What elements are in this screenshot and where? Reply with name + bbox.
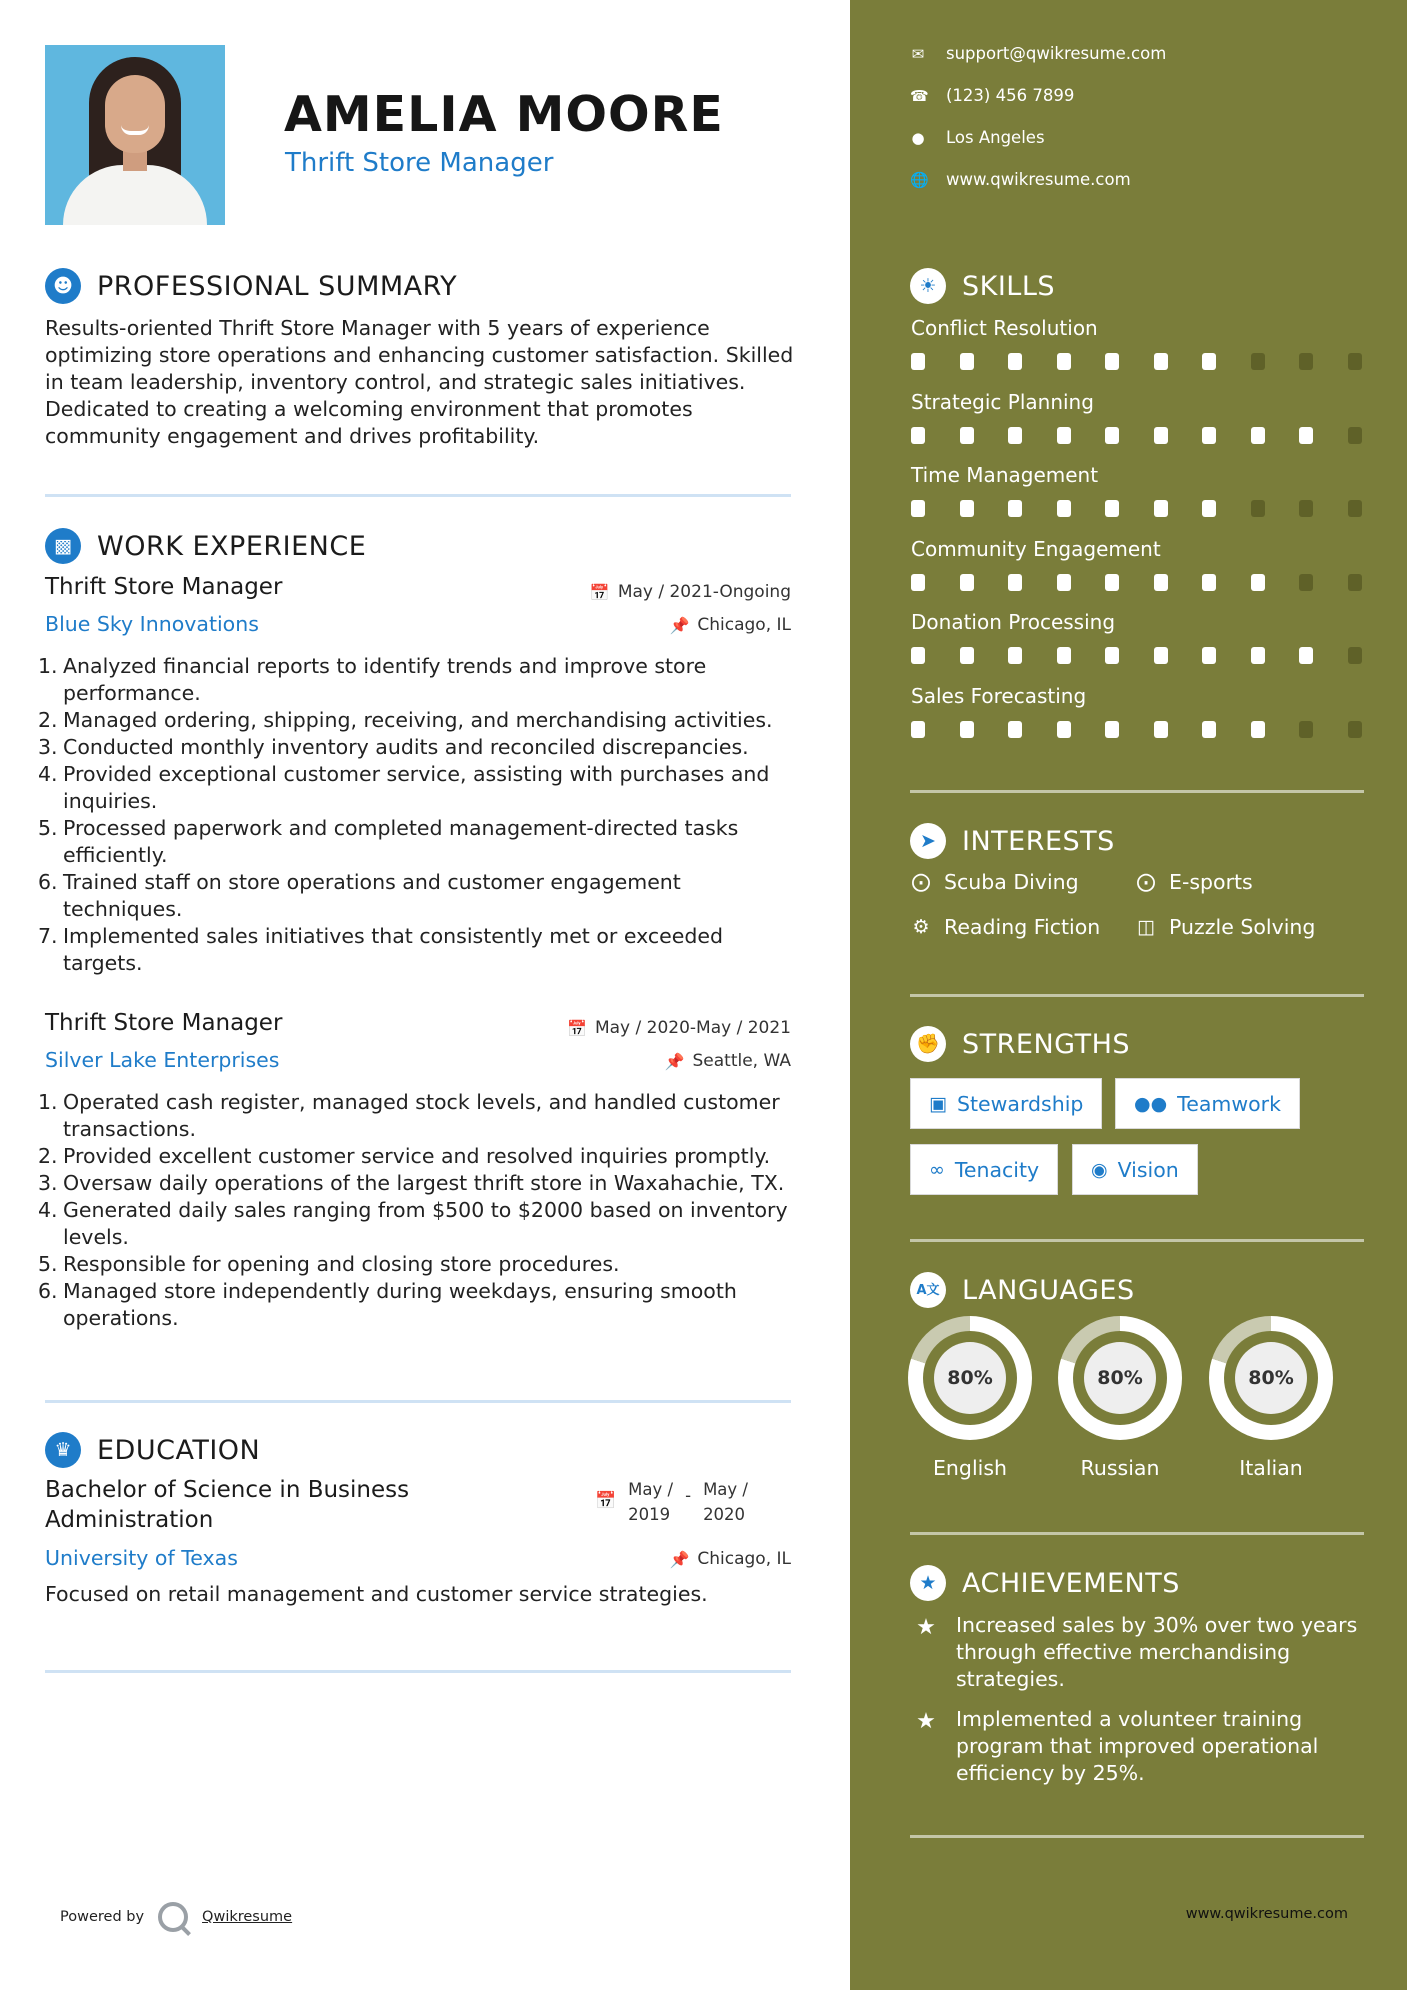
rating-dot-filled [960,721,974,738]
gamepad-icon: ⚙ [912,916,930,938]
rating-dot-filled [1008,721,1022,738]
rating-dot-filled [1057,721,1071,738]
education-location [669,1549,791,1569]
list-item: 3. Oversaw daily operations of the largest thrift store in Waxahachie, TX. [38,1171,785,1195]
languages-title: LANGUAGES [962,1274,1135,1306]
rating-dot-filled [1057,353,1071,370]
job-location [669,615,791,635]
link-icon: ∞ [929,1158,945,1181]
section-divider [45,494,791,497]
strength-label: Vision [1117,1157,1179,1182]
section-divider [910,1835,1364,1838]
skill-rating [911,574,1362,591]
rating-dot-filled [1251,647,1265,664]
rating-dot-empty [1348,574,1362,591]
strength-chip [1115,1078,1300,1129]
job-duties [38,653,798,977]
users-icon: ●● [1134,1092,1168,1115]
rating-dot-empty [1348,353,1362,370]
rating-dot-filled [911,721,925,738]
rating-dot-filled [1008,427,1022,444]
skill-name: Donation Processing [911,610,1116,634]
education-dates [595,1477,748,1527]
rating-dot-filled [1154,721,1168,738]
list-item: 1. Analyzed financial reports to identify trends and improve store performance. [38,654,707,705]
skill-name: Time Management [911,463,1099,487]
strength-chip [910,1078,1102,1129]
strengths-title: STRENGTHS [962,1028,1131,1060]
list-item: 2. Managed ordering, shipping, receiving, and merchandising activities. [38,708,773,732]
degree-title: Bachelor of Science in Business Administration [45,1477,410,1533]
rating-dot-filled [1105,500,1119,517]
pin-icon: 📌 [669,1549,690,1569]
rating-dot-empty [1251,500,1265,517]
strength-label: Teamwork [1177,1091,1281,1116]
rating-dot-filled [960,427,974,444]
education-end-year: 2020 [703,1505,746,1524]
user-circle-icon: ☻ [45,268,81,304]
interests-heading [910,823,1115,859]
language-ring [1058,1316,1182,1440]
education-start-month: May / [628,1480,674,1499]
contact-phone-text: (123) 456 7899 [946,86,1075,105]
rating-dot-filled [1105,647,1119,664]
rating-dot-filled [911,574,925,591]
briefcase-chair-icon: ▩ [45,528,81,564]
envelope-icon: ✉ [911,44,925,63]
phone-icon: ☎ [910,86,929,105]
contact-website[interactable] [910,170,1131,189]
interest-item [1135,870,1253,894]
section-divider [910,790,1364,793]
pin-icon: 📌 [664,1051,685,1071]
rating-dot-filled [1105,574,1119,591]
interest-label: Puzzle Solving [1169,915,1316,939]
list-item: 4. Generated daily sales ranging from $500 to $2000 based on inventory levels. [38,1198,788,1249]
interest-label: Scuba Diving [944,870,1079,894]
rating-dot-filled [911,353,925,370]
contact-phone[interactable] [910,86,1074,105]
language-name: English [932,1456,1008,1480]
rating-dot-filled [1154,647,1168,664]
rating-dot-filled [1251,721,1265,738]
rating-dot-filled [911,647,925,664]
rating-dot-empty [1251,353,1265,370]
job-dates-text: May / 2021-Ongoing [617,582,791,602]
summary-heading [45,268,457,304]
job-company: Silver Lake Enterprises [45,1048,280,1072]
language-icon: A文 [910,1272,946,1308]
achievement-text: Implemented a volunteer training program that improved operational efficiency by 25%. [956,1707,1319,1785]
sidebar [850,0,1407,1990]
rating-dot-filled [911,427,925,444]
rating-dot-filled [960,500,974,517]
rating-dot-filled [1105,721,1119,738]
powered-by [60,1902,292,1932]
rating-dot-filled [1008,500,1022,517]
language-item [1058,1316,1182,1480]
calendar-icon: 📅 [589,582,610,602]
contact-location-text: Los Angeles [946,128,1045,147]
rating-dot-filled [1251,574,1265,591]
rating-dot-filled [1202,647,1216,664]
job-title: Thrift Store Manager [45,574,283,600]
rating-dot-filled [960,574,974,591]
graduate-icon: ♛ [45,1432,81,1468]
list-item: 7. Implemented sales initiatives that consistently met or exceeded targets. [38,924,724,975]
rating-dot-filled [1202,427,1216,444]
shooting-star-icon: ★ [916,1615,936,1640]
language-ring [1209,1316,1333,1440]
contact-location [910,128,1045,147]
skill-rating [911,353,1362,370]
rating-dot-filled [1202,574,1216,591]
job-dates [590,582,791,602]
rating-dot-filled [1008,647,1022,664]
experience-heading [45,528,366,564]
contact-email-text: support@qwikresume.com [946,44,1167,63]
paper-plane-icon: ➤ [910,823,946,859]
skill-name: Strategic Planning [911,389,1094,414]
strength-chip [1072,1144,1198,1195]
section-divider [45,1400,791,1403]
calendar-icon: 📅 [595,1491,617,1511]
skill-rating [911,427,1362,444]
rating-dot-filled [911,500,925,517]
languages-heading [910,1272,1135,1308]
education-start-year: 2019 [628,1505,671,1524]
list-item: 5. Processed paperwork and completed management-directed tasks efficiently. [38,816,739,867]
candidate-role: Thrift Store Manager [285,148,554,178]
contact-website-text: www.qwikresume.com [946,170,1131,189]
binoculars-icon: ◉ [1091,1158,1108,1181]
summary-title: PROFESSIONAL SUMMARY [97,270,458,302]
globe-icon: 🌐 [910,170,929,189]
job-location-text: Chicago, IL [697,615,791,635]
list-item: 1. Operated cash register, managed stock levels, and handled customer transactions. [38,1090,780,1141]
rating-dot-filled [1105,353,1119,370]
job-duties [38,1089,798,1332]
job-location-text: Seattle, WA [692,1051,791,1071]
candidate-name: AMELIA MOORE [284,86,724,143]
interests-title: INTERESTS [962,825,1115,857]
language-name: Italian [1239,1456,1303,1480]
list-item: 3. Conducted monthly inventory audits and reconciled discrepancies. [38,735,749,759]
job-location [665,1051,791,1071]
shooting-star-icon: ★ [916,1709,936,1734]
rating-dot-filled [960,353,974,370]
job-dates-text: May / 2020-May / 2021 [594,1018,791,1038]
job-title: Thrift Store Manager [45,1010,283,1036]
interest-item [910,870,1079,894]
map-pin-icon: ● [911,128,925,147]
section-divider [910,1239,1364,1242]
strengths-heading [910,1026,1130,1062]
language-percent: 80% [934,1342,1006,1414]
skills-heading [910,268,1055,304]
rating-dot-filled [1251,427,1265,444]
footer-website[interactable]: www.qwikresume.com [1185,1906,1348,1922]
strength-label: Stewardship [956,1091,1084,1116]
life-ring-icon: ⨀ [911,871,931,893]
job-company: Blue Sky Innovations [45,612,259,636]
rating-dot-empty [1348,427,1362,444]
calendar-icon: 📅 [567,1018,587,1038]
education-title: EDUCATION [97,1434,261,1466]
skill-rating [911,647,1362,664]
star-badge-icon: ★ [910,1565,946,1601]
contact-email[interactable] [910,44,1166,63]
list-item: 6. Managed store independently during weekdays, ensuring smooth operations. [38,1279,737,1330]
job-dates [567,1018,791,1038]
list-item: 6. Trained staff on store operations and customer engagement techniques. [38,870,681,921]
strength-chip [910,1144,1058,1195]
achievement-text: Increased sales by 30% over two years through effective merchandising strategies. [956,1613,1358,1691]
language-item [908,1316,1032,1480]
rating-dot-empty [1299,574,1313,591]
interest-label: Reading Fiction [944,915,1101,939]
achievements-heading [910,1565,1180,1601]
list-item: 5. Responsible for opening and closing store procedures. [38,1252,620,1276]
achievement-item [910,1612,1370,1693]
rating-dot-empty [1299,721,1313,738]
rating-dot-empty [1348,647,1362,664]
language-percent: 80% [1235,1342,1307,1414]
rating-dot-filled [1008,353,1022,370]
skills-title: SKILLS [962,270,1056,302]
rating-dot-empty [1348,500,1362,517]
rating-dot-filled [960,647,974,664]
profile-photo [45,45,225,225]
lightbulb-icon: ☀ [910,268,946,304]
rating-dot-filled [1057,427,1071,444]
language-item [1209,1316,1333,1480]
skill-rating [911,721,1362,738]
rating-dot-filled [1154,574,1168,591]
experience-title: WORK EXPERIENCE [97,530,367,562]
powered-by-link[interactable]: Qwikresume [202,1909,293,1925]
rating-dot-filled [1154,500,1168,517]
life-ring-icon: ⨀ [1136,871,1156,893]
book-icon: ◫ [1137,916,1155,938]
skill-name: Sales Forecasting [911,683,1087,708]
achievement-item [910,1706,1370,1787]
education-description: Focused on retail management and customer service strategies. [45,1582,708,1606]
rating-dot-filled [1202,353,1216,370]
rating-dot-filled [1057,574,1071,591]
rating-dot-filled [1154,353,1168,370]
fist-icon: ✊ [910,1026,946,1062]
rating-dot-filled [1008,574,1022,591]
interest-label: E-sports [1169,870,1253,894]
language-ring [908,1316,1032,1440]
rating-dot-empty [1299,500,1313,517]
rating-dot-filled [1202,500,1216,517]
pin-icon: 📌 [669,615,690,635]
skill-name: Community Engagement [911,536,1161,561]
rating-dot-filled [1299,647,1313,664]
skill-rating [911,500,1362,517]
skill-name: Conflict Resolution [911,316,1098,340]
education-location-text: Chicago, IL [697,1549,791,1569]
education-end-month: May / [703,1480,748,1499]
achievements-title: ACHIEVEMENTS [962,1567,1180,1599]
section-divider [45,1670,791,1673]
briefcase-icon: ▣ [929,1092,947,1115]
rating-dot-filled [1057,647,1071,664]
section-divider [910,994,1364,997]
language-name: Russian [1080,1456,1160,1480]
rating-dot-empty [1299,353,1313,370]
rating-dot-filled [1057,500,1071,517]
strength-label: Tenacity [954,1157,1040,1182]
rating-dot-filled [1202,721,1216,738]
section-divider [910,1532,1364,1535]
interest-item [910,915,1100,939]
interest-item [1135,915,1315,939]
rating-dot-filled [1105,427,1119,444]
summary-text: Results-oriented Thrift Store Manager with 5 years of experience optimizing store operations and enhancing customer satisfaction. Skilled in team leadership, inventory control, and strategic sales initiatives. Dedicated to creating a welcoming environment that promotes community engagement and drives profitability. [45,316,794,448]
rating-dot-filled [1299,427,1313,444]
language-percent: 80% [1084,1342,1156,1414]
education-heading [45,1432,260,1468]
list-item: 2. Provided excellent customer service and resolved inquiries promptly. [38,1144,771,1168]
education-date-dash: - [685,1486,692,1505]
rating-dot-empty [1348,721,1362,738]
rating-dot-filled [1154,427,1168,444]
school-name: University of Texas [45,1546,238,1570]
powered-by-label: Powered by [60,1909,145,1925]
list-item: 4. Provided exceptional customer service, assisting with purchases and inquiries. [38,762,770,813]
qwikresume-logo-icon [158,1902,188,1932]
